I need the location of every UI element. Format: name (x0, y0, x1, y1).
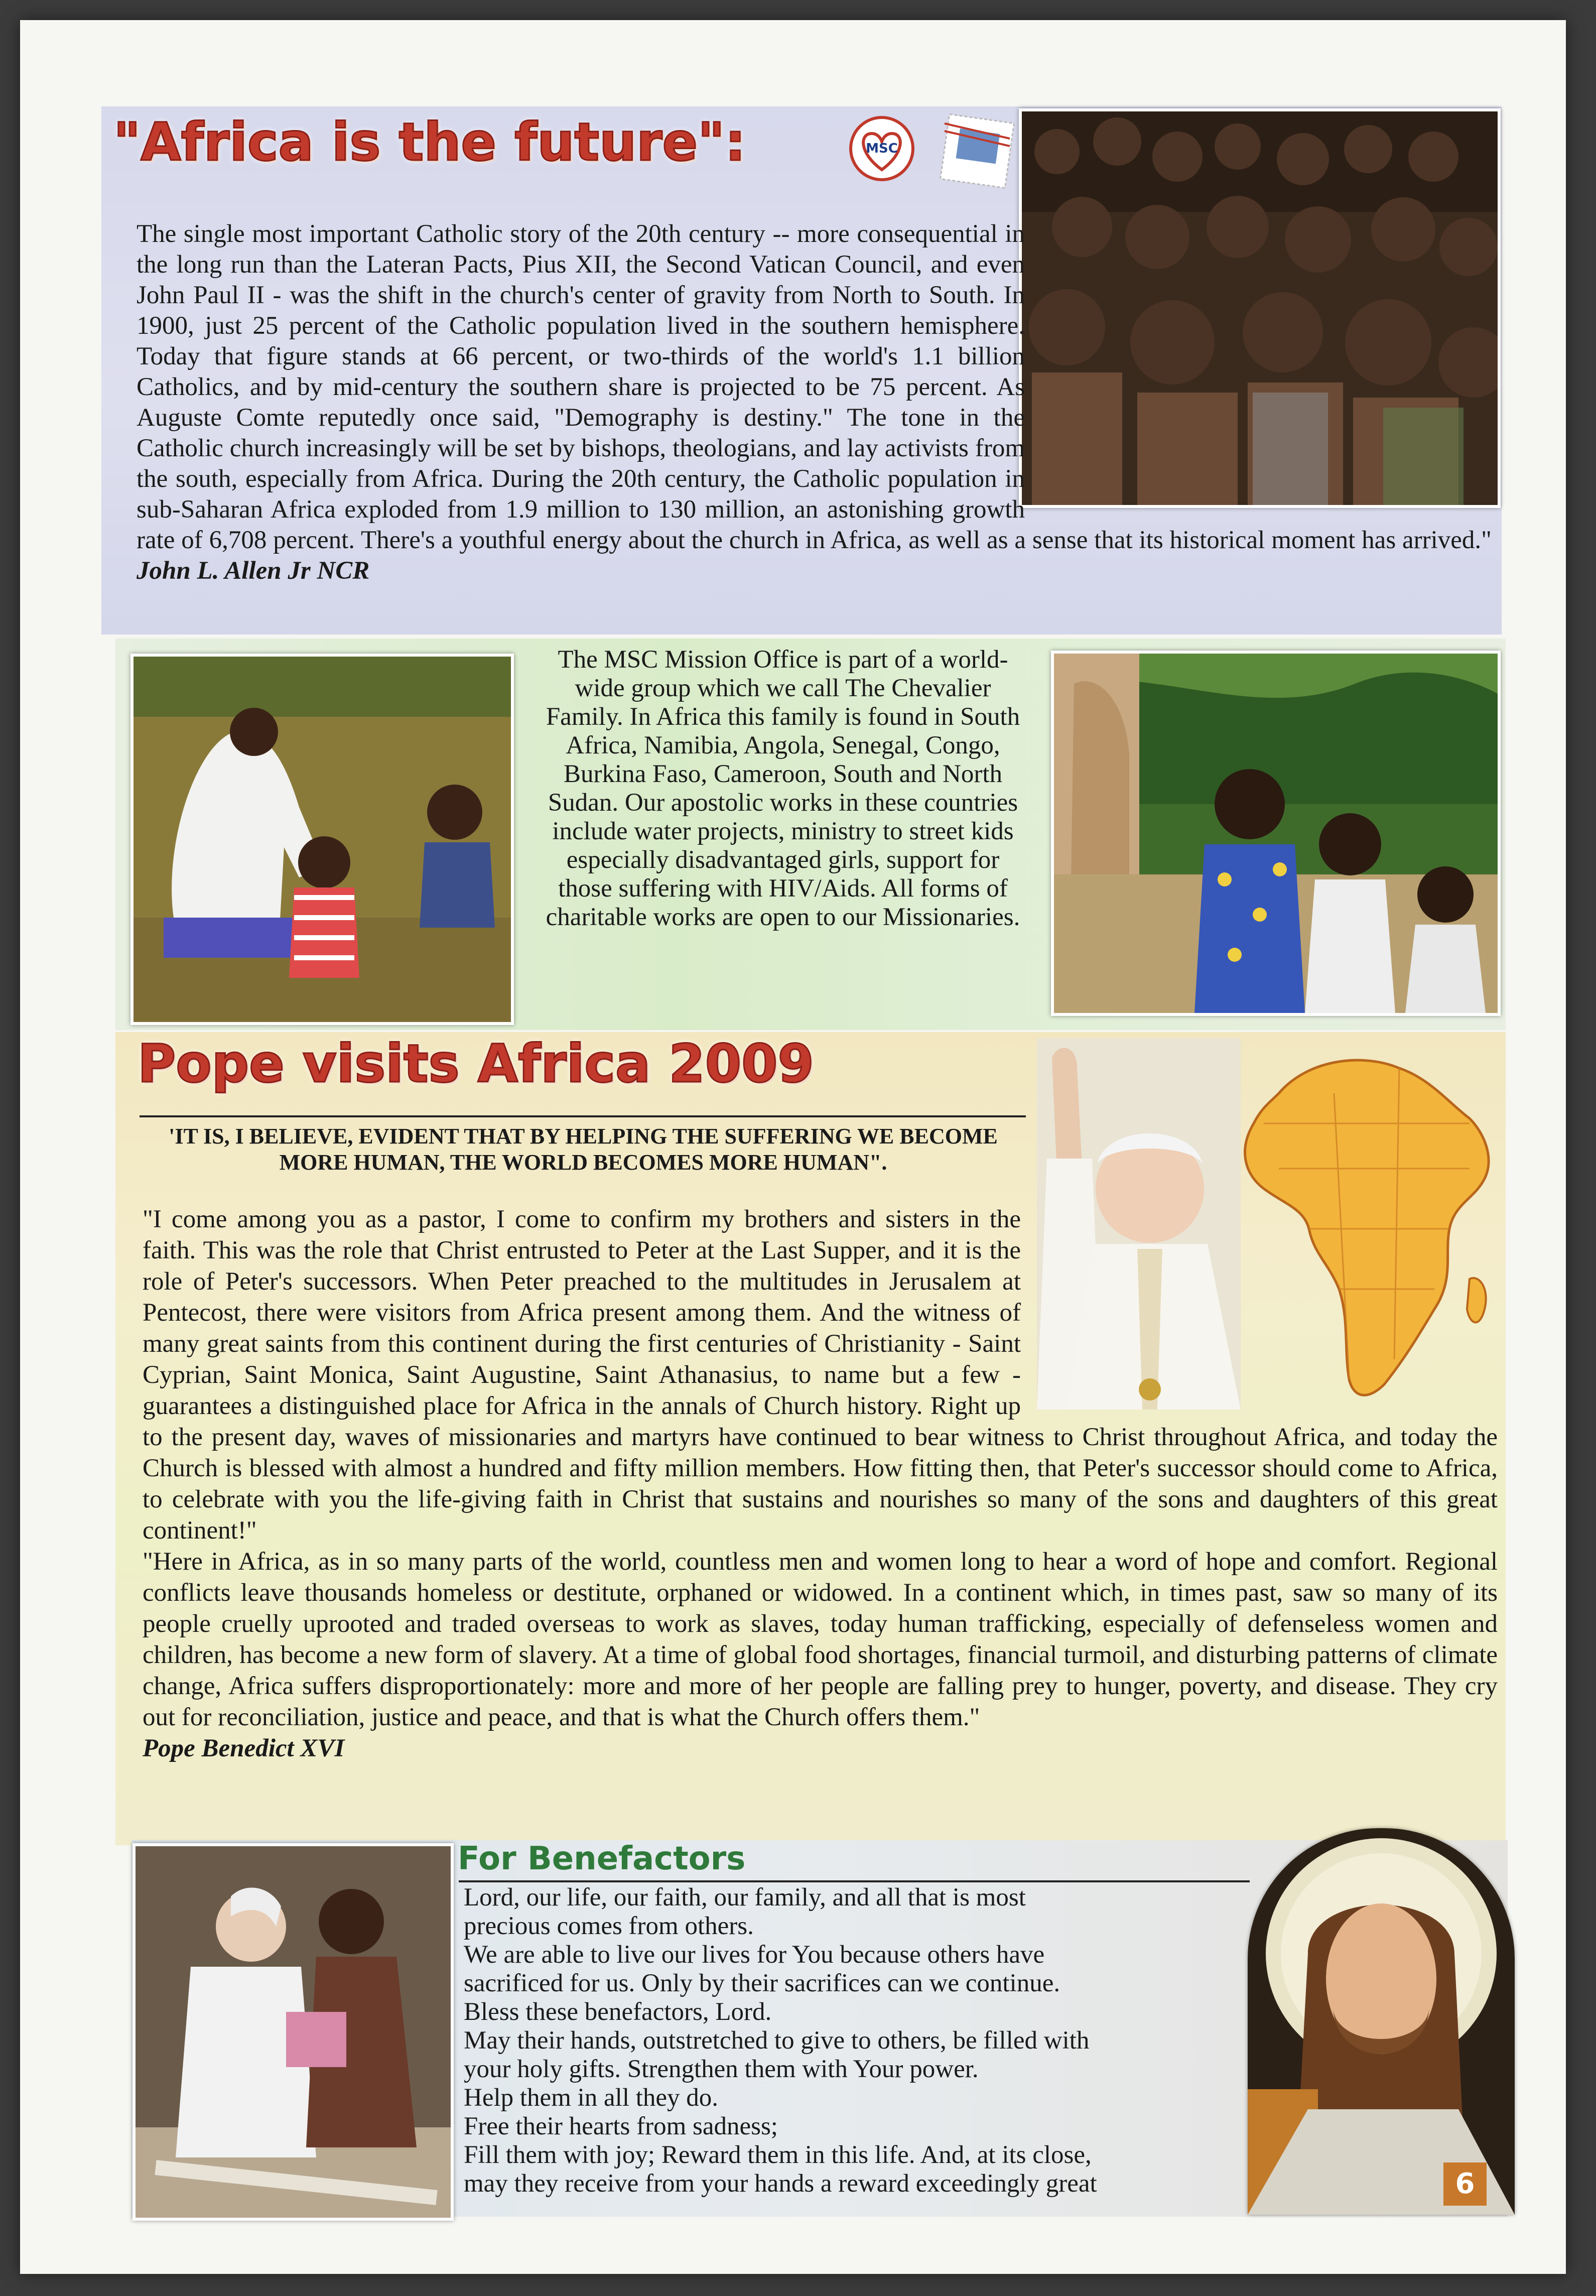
prayer-line: may they receive from your hands a reward exceedingly great (464, 2170, 1097, 2198)
africa-future-credit: John L. Allen Jr NCR (137, 557, 370, 585)
prayer-line: sacrificed for us. Only by their sacrifices can we continue. (464, 1969, 1060, 1997)
prayer-line: We are able to live our lives for You because others have (464, 1941, 1045, 1969)
prayer-line: precious comes from others. (464, 1912, 754, 1940)
sacred-heart-jesus-image (1248, 1828, 1515, 2215)
prayer-line: May their hands, outstretched to give to others, be filled with (464, 2026, 1090, 2055)
postage-stamp-icon (940, 108, 1015, 189)
benefactors-prayer (464, 1883, 1247, 2198)
prayer-line: your holy gifts. Strengthen them with Your power. (464, 2055, 979, 2083)
nun-with-children-photo (130, 654, 514, 1025)
brochure-page (20, 20, 1566, 2274)
pope-speech-para1: "I come among you as a pastor, I come to confirm my brothers and sisters in the faith. This was the role that Christ entrusted to Peter at the Last Supper, and it is the role of Peter's successors. When Peter preached to the multitudes in Jerusalem at Pentecost, there were visitors from Africa present among them. And the witness of many great saints from this continent during the first centuries of Christianity - Saint Cyprian, Saint Monica, Saint Augustine, Saint Athanasius, to name but a few - guarantees a distinguished place for Africa in the annals of Church history. Right up to the present day, waves of missionaries and martyrs have continued to bear witness to Christ throughout Africa, and today the Church is blessed with almost a hundred and fifty million members. How fitting then, that Peter's successor should come to Africa, to celebrate with you the life-giving faith in Christ that sustains and nourishes so many of the sons and daughters of this great continent!" (143, 1205, 1498, 1545)
benefactors-rule (459, 1880, 1250, 1882)
prayer-line: Bless these benefactors, Lord. (464, 1998, 772, 2026)
african-children-trio-photo (1051, 651, 1501, 1016)
africa-future-body (137, 219, 1492, 586)
pope-quote-rule-top (140, 1115, 1026, 1117)
pope-speech-body (143, 1204, 1498, 1764)
msc-logo-text: MSC (866, 141, 898, 156)
pope-speech-credit: Pope Benedict XVI (143, 1734, 345, 1762)
missionary-with-child-photo (132, 1843, 454, 2221)
pope-quote-caps: 'IT IS, I BELIEVE, EVIDENT THAT BY HELPING THE SUFFERING WE BECOME MORE HUMAN, THE WORLD BECOMES MORE HUMAN". (169, 1124, 998, 1175)
prayer-line: Lord, our life, our faith, our family, and all that is most (464, 1883, 1026, 1911)
pope-visit-headline: Pope visits Africa 2009 (138, 1033, 814, 1094)
page-number-badge: 6 (1443, 2162, 1487, 2206)
benefactors-subhead: For Benefactors (458, 1840, 746, 1877)
africa-future-text: The single most important Catholic story of the 20th century -- more consequential in the long run than the Lateran Pacts, Pius XII, the Second Vatican Council, and even John Paul II - was the shift in the church's center of gravity from North to South. In 1900, just 25 percent of the Catholic population lived in the southern hemisphere. Today that figure stands at 66 percent, or two-thirds of the world's 1.1 billion Catholics, and by mid-century the southern share is projected to be 75 percent. As Auguste Comte reputedly once said, "Demography is destiny." The tone in the Catholic church increasingly will be set by bishops, theologians, and lay activists from the south, especially from Africa. During the 20th century, the Catholic population in sub-Saharan Africa exploded from 1.9 million to 130 million, an astonishing growth rate of 6,708 percent. There's a youthful energy about the church in Africa, as well as a sense that its historical moment has arrived." (137, 220, 1492, 554)
africa-future-headline: "Africa is the future": (113, 111, 746, 173)
pope-speech-para2: "Here in Africa, as in so many parts of the world, countless men and women long to hear a word of hope and comfort. Regional conflicts leave thousands homeless or destitute, orphaned or widowed. In a continent which, in times past, saw so many of its people cruelly uprooted and traded overseas to work as slaves, today human trafficking, especially of defenseless women and children, has become a new form of slavery. At a time of global food shortages, financial turmoil, and disturbing patterns of climate change, Africa suffers disproportionately: more and more of her people are falling prey to hunger, poverty, and disease. They cry out for reconciliation, justice and peace, and that is what the Church offers them." (143, 1548, 1498, 1731)
chevalier-family-body: The MSC Mission Office is part of a world-wide group which we call The Chevalier Family. In Africa this family is found in South Africa, Namibia, Angola, Senegal, Congo, Burkina Faso, Cameroon, South and North Sudan. Our apostolic works in these countries include water projects, ministry to street kids especially disadvantaged girls, support for those suffering with HIV/Aids. All forms of charitable works are open to our Missionaries. (546, 646, 1020, 931)
prayer-line: Fill them with joy; Reward them in this life. And, at its close, (464, 2141, 1092, 2169)
prayer-line: Free their hearts from sadness; (464, 2112, 778, 2140)
prayer-line: Help them in all they do. (464, 2084, 719, 2112)
msc-heart-logo-icon (844, 113, 919, 184)
